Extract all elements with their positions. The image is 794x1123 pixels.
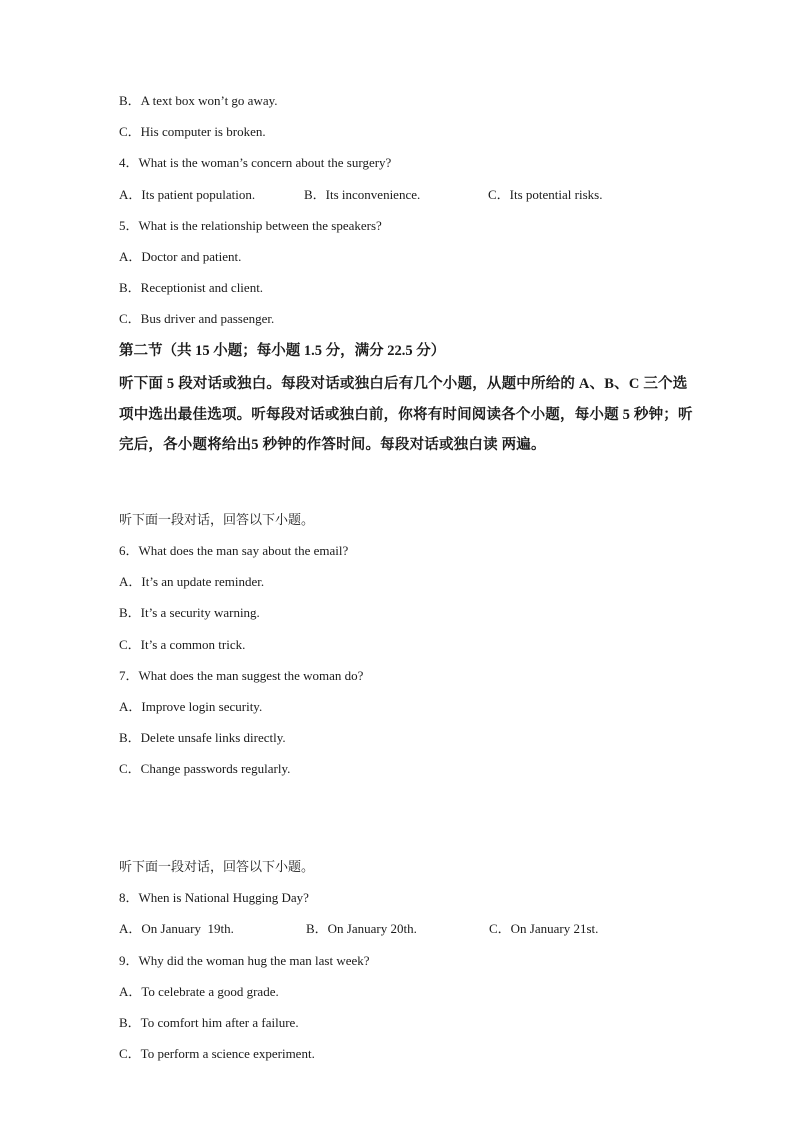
- dialogue1-intro: 听下面一段对话，回答以下小题。: [119, 512, 315, 527]
- q4-question: 4．What is the woman’s concern about the surgery?: [119, 155, 392, 170]
- dialogue2-intro: 听下面一段对话，回答以下小题。: [119, 859, 315, 874]
- q5-option-c: C．Bus driver and passenger.: [119, 311, 275, 326]
- section-heading: 第二节（共 15 小题；每小题 1.5 分，满分 22.5 分）: [119, 343, 446, 359]
- q8-option-b: B．On January 20th.: [306, 921, 417, 936]
- q5-question: 5．What is the relationship between the speakers?: [119, 218, 382, 233]
- q4-option-b: B．Its inconvenience.: [304, 187, 421, 202]
- q9-option-b: B．To comfort him after a failure.: [119, 1015, 299, 1030]
- q4-option-a: A．Its patient population.: [119, 187, 256, 202]
- q3-option-c: C．His computer is broken.: [119, 124, 266, 139]
- q7-question: 7．What does the man suggest the woman do?: [119, 668, 364, 683]
- q6-question: 6．What does the man say about the email?: [119, 543, 349, 558]
- q7-option-b: B．Delete unsafe links directly.: [119, 730, 286, 745]
- q8-option-a: A．On January 19th.: [119, 921, 234, 936]
- q6-option-b: B．It’s a security warning.: [119, 605, 260, 620]
- q9-option-c: C．To perform a science experiment.: [119, 1046, 315, 1061]
- q9-option-a: A．To celebrate a good grade.: [119, 984, 279, 999]
- q8-option-c: C．On January 21st.: [489, 921, 599, 936]
- q6-option-a: A．It’s an update reminder.: [119, 574, 265, 589]
- q3-option-b: B．A text box won’t go away.: [119, 93, 278, 108]
- q5-option-b: B．Receptionist and client.: [119, 280, 264, 295]
- q6-option-c: C．It’s a common trick.: [119, 637, 246, 652]
- q4-option-c: C．Its potential risks.: [488, 187, 603, 202]
- q7-option-c: C．Change passwords regularly.: [119, 761, 291, 776]
- q7-option-a: A．Improve login security.: [119, 699, 263, 714]
- q8-question: 8．When is National Hugging Day?: [119, 890, 309, 905]
- q9-question: 9．Why did the woman hug the man last week?: [119, 953, 370, 968]
- q5-option-a: A．Doctor and patient.: [119, 249, 242, 264]
- section-instructions: 听下面 5 段对话或独白。每段对话或独白后有几个小题，从题中所给的 A、B、C 三个选项中选出最佳选项。听每段对话或独白前，你将有时间阅读各个小题，每小题 5 秒钟；听完后，各小题将给出5 秒钟的作答时间。每段对话或独白读 两遍。: [119, 376, 693, 453]
